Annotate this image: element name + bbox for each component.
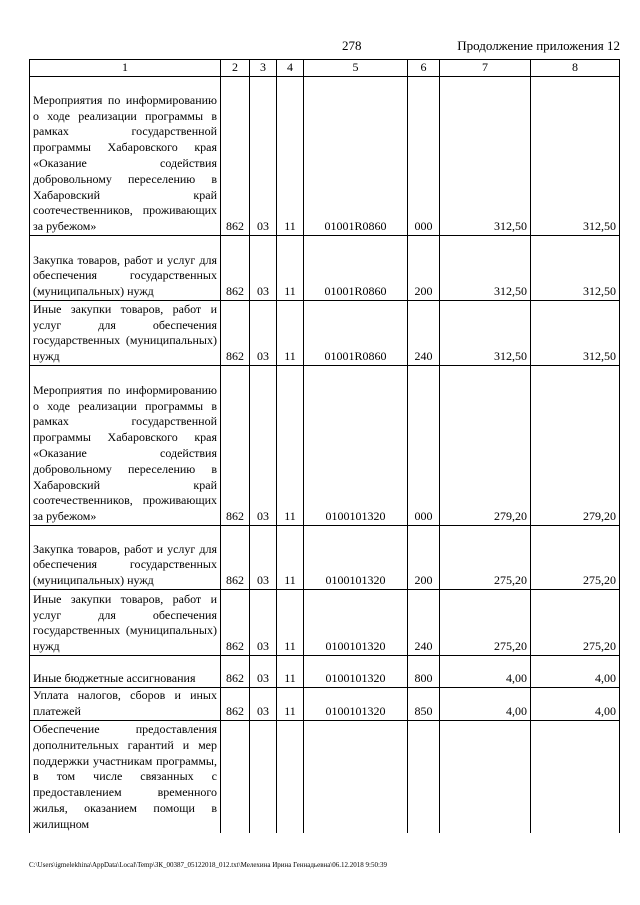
cell-amount-2: 312,50 (531, 301, 620, 366)
cell-expense-type: 000 (408, 77, 440, 236)
column-header: 1 (30, 60, 221, 77)
table-row (30, 301, 620, 366)
cell-subsection: 11 (277, 77, 304, 236)
file-path-footer: C:\Users\igmelekhina\AppData\Local\Temp\ЗК_00387_05122018_012.txt\Мелехина Ирина Геннадьевна\06.12.2018 9:50:39 (29, 861, 387, 869)
cell-ministry: 862 (221, 590, 250, 656)
row-name: Иные закупки товаров, работ и услуг для обеспечения государственных (муниципальных) нужд (30, 301, 221, 366)
cell-section: 03 (250, 366, 277, 526)
row-name: Мероприятия по информированию о ходе реализации программы в рамках государственной программы Хабаровского края «Оказание содействия добровольному переселению в Хабаровский край соотечественников, проживающих за рубежом» (30, 366, 221, 526)
cell-section: 03 (250, 688, 277, 721)
cell-amount-2: 279,20 (531, 366, 620, 526)
cell-amount-2: 4,00 (531, 656, 620, 688)
row-name: Уплата налогов, сборов и иных платежей (30, 688, 221, 721)
cell-section: 03 (250, 301, 277, 366)
row-name: Закупка товаров, работ и услуг для обеспечения государственных (муниципальных) нужд (30, 526, 221, 590)
cell-ministry: 862 (221, 656, 250, 688)
cell-expense-type: 850 (408, 688, 440, 721)
table-row (30, 688, 620, 721)
table-row (30, 656, 620, 688)
column-header: 6 (408, 60, 440, 77)
cell-subsection (277, 721, 304, 833)
cell-amount-2: 312,50 (531, 236, 620, 301)
cell-expense-type: 200 (408, 526, 440, 590)
row-name: Закупка товаров, работ и услуг для обеспечения государственных (муниципальных) нужд (30, 236, 221, 301)
table-row (30, 526, 620, 590)
cell-expense-type: 000 (408, 366, 440, 526)
column-header: 8 (531, 60, 620, 77)
table-row (30, 236, 620, 301)
cell-amount-1 (440, 721, 531, 833)
cell-target-article: 01001R0860 (304, 77, 408, 236)
cell-subsection: 11 (277, 301, 304, 366)
cell-amount-2 (531, 721, 620, 833)
cell-target-article: 0100101320 (304, 688, 408, 721)
cell-amount-2: 312,50 (531, 77, 620, 236)
cell-ministry: 862 (221, 688, 250, 721)
column-header: 7 (440, 60, 531, 77)
cell-target-article: 01001R0860 (304, 236, 408, 301)
table-row (30, 77, 620, 236)
cell-amount-2: 4,00 (531, 688, 620, 721)
cell-amount-1: 312,50 (440, 77, 531, 236)
cell-ministry: 862 (221, 77, 250, 236)
cell-expense-type: 240 (408, 301, 440, 366)
cell-amount-1: 312,50 (440, 301, 531, 366)
cell-section: 03 (250, 77, 277, 236)
table-row (30, 590, 620, 656)
cell-amount-1: 4,00 (440, 688, 531, 721)
row-name: Мероприятия по информированию о ходе реализации программы в рамках государственной программы Хабаровского края «Оказание содействия добровольному переселению в Хабаровский край соотечественников, проживающих за рубежом» (30, 77, 221, 236)
cell-expense-type: 800 (408, 656, 440, 688)
cell-expense-type (408, 721, 440, 833)
header-row (30, 60, 620, 77)
cell-expense-type: 240 (408, 590, 440, 656)
cell-target-article (304, 721, 408, 833)
cell-amount-2: 275,20 (531, 526, 620, 590)
cell-amount-2: 275,20 (531, 590, 620, 656)
column-header: 4 (277, 60, 304, 77)
cell-amount-1: 275,20 (440, 526, 531, 590)
column-header: 3 (250, 60, 277, 77)
cell-section (250, 721, 277, 833)
cell-amount-1: 275,20 (440, 590, 531, 656)
cell-subsection: 11 (277, 590, 304, 656)
row-name: Обеспечение предоставления дополнительных гарантий и мер поддержки участникам программы, в том числе связанных с предоставлением временного жилья, оказанием помощи в жилищном (30, 721, 221, 833)
column-header: 2 (221, 60, 250, 77)
table-row (30, 721, 620, 833)
appendix-label: Продолжение приложения 12 (457, 38, 620, 53)
cell-amount-1: 279,20 (440, 366, 531, 526)
cell-subsection: 11 (277, 656, 304, 688)
table-row (30, 366, 620, 526)
row-name: Иные бюджетные ассигнования (30, 656, 221, 688)
cell-target-article: 01001R0860 (304, 301, 408, 366)
page-number: 278 (342, 38, 362, 53)
row-name: Иные закупки товаров, работ и услуг для обеспечения государственных (муниципальных) нужд (30, 590, 221, 656)
cell-subsection: 11 (277, 236, 304, 301)
cell-amount-1: 4,00 (440, 656, 531, 688)
cell-amount-1: 312,50 (440, 236, 531, 301)
cell-section: 03 (250, 656, 277, 688)
cell-section: 03 (250, 236, 277, 301)
cell-ministry: 862 (221, 236, 250, 301)
cell-ministry (221, 721, 250, 833)
cell-ministry: 862 (221, 526, 250, 590)
cell-expense-type: 200 (408, 236, 440, 301)
cell-section: 03 (250, 590, 277, 656)
cell-subsection: 11 (277, 688, 304, 721)
column-header: 5 (304, 60, 408, 77)
cell-ministry: 862 (221, 366, 250, 526)
cell-target-article: 0100101320 (304, 590, 408, 656)
cell-subsection: 11 (277, 366, 304, 526)
cell-subsection: 11 (277, 526, 304, 590)
cell-section: 03 (250, 526, 277, 590)
cell-target-article: 0100101320 (304, 526, 408, 590)
budget-table (29, 59, 620, 833)
cell-target-article: 0100101320 (304, 366, 408, 526)
cell-ministry: 862 (221, 301, 250, 366)
cell-target-article: 0100101320 (304, 656, 408, 688)
